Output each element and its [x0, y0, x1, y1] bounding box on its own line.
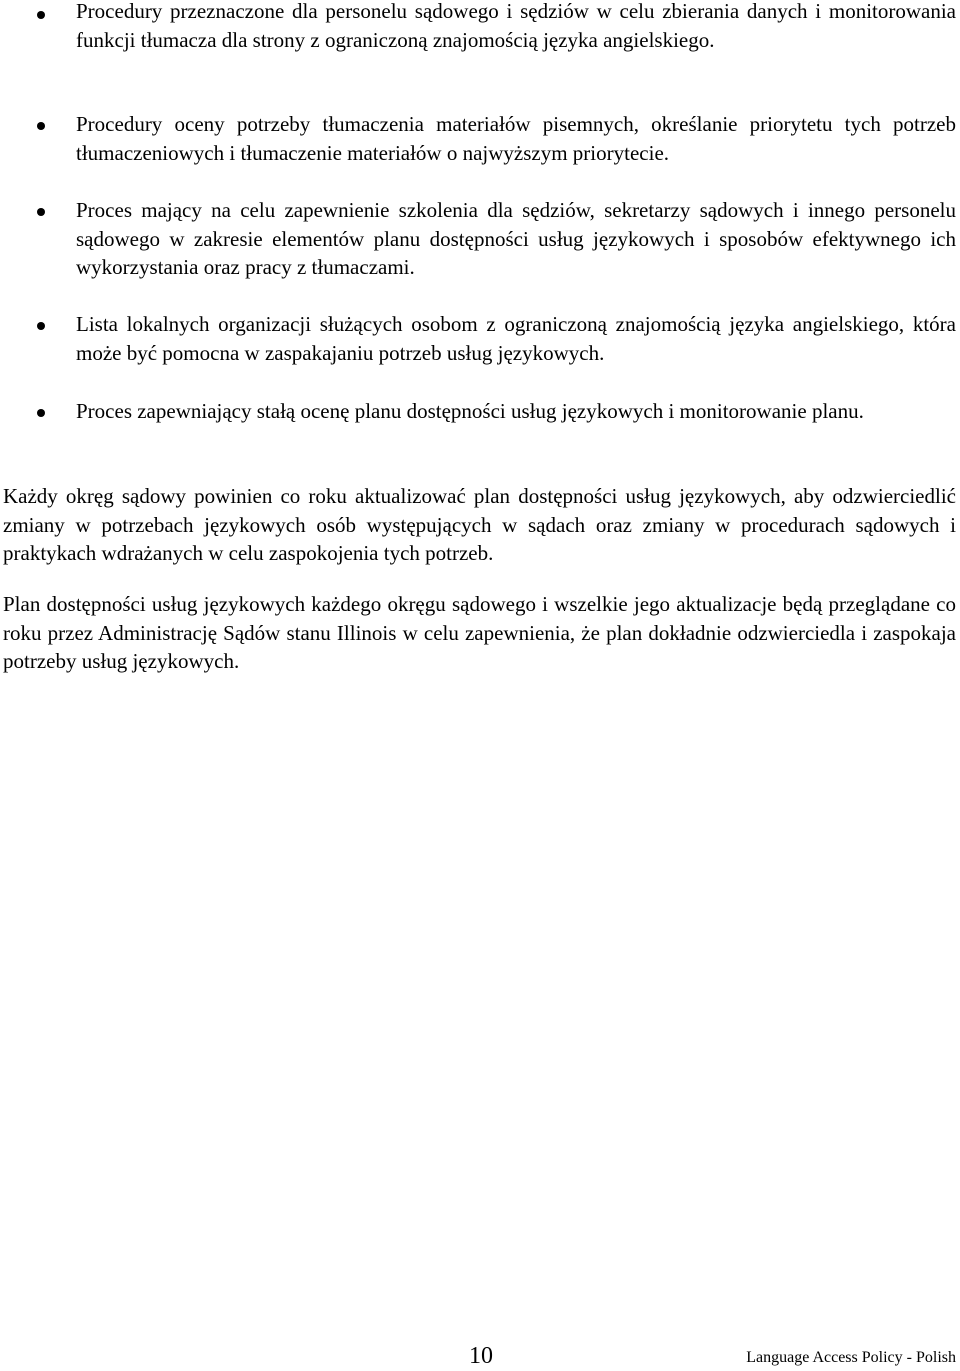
list-item-text: Proces mający na celu zapewnienie szkolenia dla sędziów, sekretarzy sądowych i innego personelu sądowego w zakresie elementów planu dostępności usług językowych i sposobów efektywnego ich wykorzystania oraz pracy z tłumaczami. — [76, 198, 956, 279]
bullet-icon — [37, 322, 45, 330]
list-item-text: Lista lokalnych organizacji służących osobom z ograniczoną znajomością języka angielskiego, która może być pomocna w zaspakajaniu potrzeb usług językowych. — [76, 312, 956, 365]
bullet-icon — [37, 208, 45, 216]
list-item-text: Proces zapewniający stałą ocenę planu dostępności usług językowych i monitorowanie planu. — [76, 399, 864, 423]
page-number: 10 — [469, 1343, 493, 1369]
bullet-icon — [37, 11, 45, 19]
list-item-text: Procedury przeznaczone dla personelu sądowego i sędziów w celu zbierania danych i monitorowania funkcji tłumacza dla strony z ograniczoną znajomością języka angielskiego. — [76, 0, 956, 52]
bullet-icon — [37, 409, 45, 417]
body-paragraph: Każdy okręg sądowy powinien co roku aktualizować plan dostępności usług językowych, aby odzwierciedlić zmiany w potrzebach językowych osób występujących w sądach oraz zmiany w procedurach sądowych i praktykach wdrażanych w celu zaspokojenia tych potrzeb. — [3, 484, 956, 565]
list-item-text: Procedury oceny potrzeby tłumaczenia materiałów pisemnych, określanie priorytetu tych potrzeb tłumaczeniowych i tłumaczenie materiałów o najwyższym priorytecie. — [76, 112, 956, 165]
body-paragraph: Plan dostępności usług językowych każdego okręgu sądowego i wszelkie jego aktualizacje będą przeglądane co roku przez Administrację Sądów stanu Illinois w celu zapewnienia, że plan dokładnie odzwierciedla i zaspokaja potrzeby usług językowych. — [3, 592, 956, 673]
footer-label: Language Access Policy - Polish — [746, 1349, 956, 1366]
bullet-icon — [37, 122, 45, 130]
